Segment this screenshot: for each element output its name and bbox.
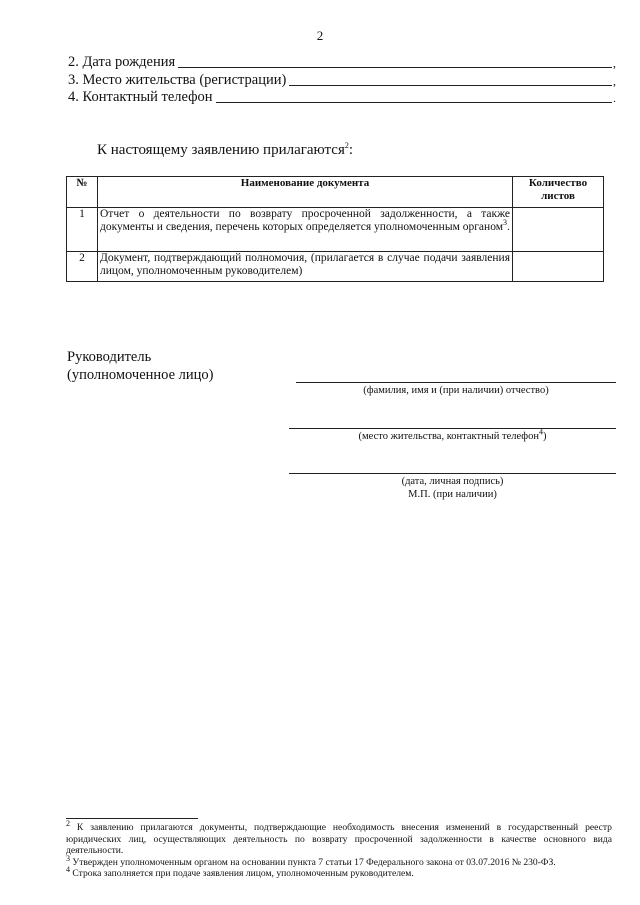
table-row [67, 252, 604, 282]
footnote-mark: 3 [503, 218, 507, 228]
footnotes [66, 818, 612, 880]
header-qty: Количество листов [513, 177, 604, 208]
name-signature-line [296, 382, 616, 383]
row-name-text: Документ, подтверждающий полномочия, (прилагается в случае подачи заявления лицом, уполномоченным руководителем) [100, 252, 510, 277]
footnote-text: Утвержден уполномоченным органом на основании пункта 7 статьи 17 Федерального закона от 03.07.2016 № 230-ФЗ. [72, 856, 556, 868]
row-qty [513, 252, 604, 282]
footnote-mark: 4 [538, 427, 543, 437]
signer-title-line1: Руководитель [67, 349, 152, 365]
attachments-table [66, 176, 604, 282]
header-num: № [67, 177, 98, 208]
address-caption-text: (место жительства, контактный телефон [358, 431, 539, 442]
row-name [98, 252, 513, 282]
footnote-divider [66, 818, 198, 819]
name-caption: (фамилия, имя и (при наличии) отчество) [363, 385, 549, 396]
residence-label: 3. Место жительства (регистрации) [68, 72, 287, 88]
birth-date-label: 2. Дата рождения [68, 54, 176, 70]
row-name [98, 208, 513, 252]
table-row [67, 208, 604, 252]
address-caption [289, 427, 616, 442]
residence-end: , [613, 74, 616, 88]
footnote-text: К заявлению прилагаются документы, подтверждающие необходимость внесения изменений в государственный реестр юридических лиц, осуществляющих деятельность по возврату просроченной задолженности в качестве основного вида деятельности. [66, 822, 612, 856]
date-caption: (дата, личная подпись) [401, 476, 504, 487]
row-num: 2 [67, 252, 98, 282]
address-caption-end: ) [542, 431, 547, 442]
footnote-mark: 2 [66, 818, 70, 828]
page-number: 2 [316, 28, 324, 43]
footnote-item [66, 864, 612, 880]
row-name-end: . [507, 221, 510, 233]
signer-title [67, 348, 214, 384]
attachments-intro-end: : [348, 142, 354, 158]
header-name: Наименование документа [98, 177, 513, 208]
residence-field [68, 72, 616, 89]
birth-date-end: , [613, 56, 616, 70]
footnote-text: Строка заполняется при подаче заявления лицом, уполномоченным руководителем. [72, 868, 414, 879]
row-name-text: Отчет о деятельности по возврату просроченной задолженности, а также документы и сведения, перечень которых определяется уполномоченным органом [100, 208, 510, 233]
stamp-caption: М.П. (при наличии) [408, 489, 497, 500]
attachments-intro [97, 142, 353, 159]
row-num: 1 [67, 208, 98, 252]
birth-date-blank-line [178, 66, 612, 68]
signer-title-line2: (уполномоченное лицо) [67, 367, 214, 383]
birth-date-field [68, 54, 616, 71]
attachments-intro-text: К настоящему заявлению прилагаются [97, 142, 345, 158]
table-header-row [67, 177, 604, 208]
date-signature-line [289, 473, 616, 474]
phone-blank-line [216, 101, 612, 103]
phone-label: 4. Контактный телефон [68, 89, 213, 105]
phone-field [68, 89, 616, 106]
footnote-mark: 2 [344, 141, 349, 150]
phone-end: . [613, 91, 616, 105]
footnote-item [66, 853, 612, 869]
residence-blank-line [289, 84, 612, 86]
address-signature-line [289, 428, 616, 429]
footnote-mark: 4 [66, 864, 70, 874]
footnote-item [66, 818, 612, 857]
footnote-mark: 3 [66, 853, 70, 863]
row-qty [513, 208, 604, 252]
